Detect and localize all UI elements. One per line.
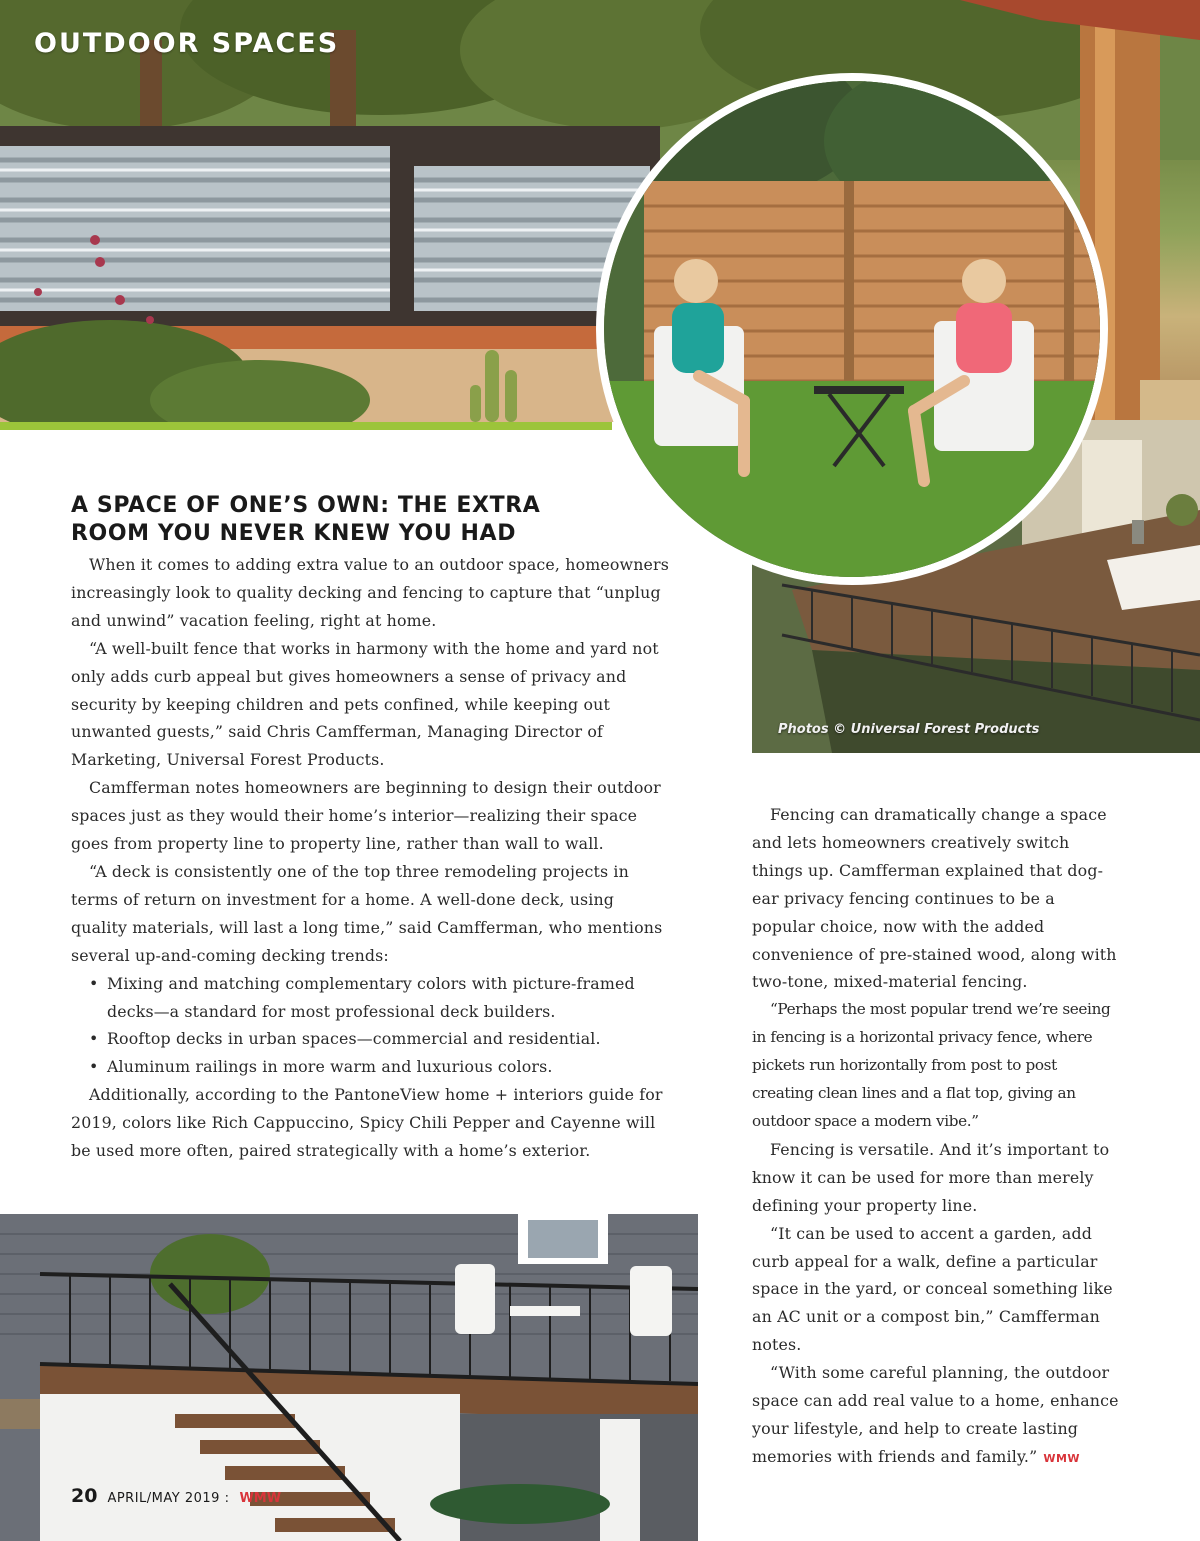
body-paragraph-final — [752, 1359, 1122, 1473]
photo-horizontal-fence-circle — [596, 73, 1108, 585]
accent-rule — [0, 422, 612, 430]
body-paragraph-quote: “Perhaps the most popular trend we’re seeing in fencing is a horizontal privacy fence, where pickets run horizontally from post to post creating clean lines and a flat top, giving an outdoor space a modern vibe.” — [752, 1000, 1111, 1130]
end-mark-logo: WMW — [1043, 1451, 1081, 1465]
body-paragraph: Additionally, according to the PantoneView home + interiors guide for 2019, colors like Rich Cappuccino, Spicy Chili Pepper and Cayenne will be used more often, paired strategically with a home’s exterior. — [71, 1085, 663, 1161]
photo-credit: Photos © Universal Forest Products — [778, 722, 1040, 737]
trend-list — [71, 970, 671, 1082]
body-paragraph: Fencing is versatile. And it’s important to know it can be used for more than merely defining your property line. — [752, 1139, 1110, 1215]
article-column-right — [752, 801, 1122, 1473]
page-number: 20 — [71, 1485, 98, 1507]
headline-line-1: A SPACE OF ONE’S OWN: THE EXTRA — [71, 493, 541, 518]
body-paragraph: “A deck is consistently one of the top three remodeling projects in terms of return on investment for a home. A well-done deck, using quality materials, will last a long time,” said Camfferman, who mentions several up-and-coming decking trends: — [71, 861, 663, 965]
corrugated-panels — [0, 146, 650, 311]
circle-illustration — [604, 81, 1100, 577]
body-paragraph: “It can be used to accent a garden, add curb appeal for a walk, define a particular space in the yard, or conceal something like an AC unit or a compost bin,” Camfferman notes. — [752, 1223, 1113, 1355]
list-item: • Mixing and matching complementary colors with picture-framed decks—a standard for most professional deck builders. — [89, 970, 671, 1026]
body-paragraph: When it comes to adding extra value to an outdoor space, homeowners increasingly look to quality decking and fencing to capture that “unplug and unwind” vacation feeling, right at home. — [71, 555, 669, 630]
list-item: • Aluminum railings in more warm and luxurious colors. — [89, 1053, 671, 1081]
page-folio — [71, 1485, 281, 1507]
magazine-logo: WMW — [239, 1491, 282, 1506]
article-column-left — [71, 551, 671, 1165]
article-headline — [71, 492, 591, 548]
section-label: OUTDOOR SPACES — [34, 28, 340, 59]
final-paragraph-text: “With some careful planning, the outdoor space can add real value to a home, enhance your lifestyle, and help to create lasting memories with friends and family.” — [752, 1363, 1119, 1466]
list-item: • Rooftop decks in urban spaces—commercial and residential. — [89, 1025, 671, 1053]
issue-date: APRIL/MAY 2019 : — [107, 1491, 230, 1506]
body-paragraph: Fencing can dramatically change a space and lets homeowners creatively switch things up. Camfferman explained that dog-ear privacy fencing continues to be a popular choice, now with the added convenience of pre-stained wood, along with two-tone, mixed-material fencing. — [752, 805, 1117, 992]
body-paragraph: Camfferman notes homeowners are beginning to design their outdoor spaces just as they would their home’s interior—realizing their space goes from property line to property line, rather than wall to wall. — [71, 778, 661, 854]
body-paragraph: “A well-built fence that works in harmony with the home and yard not only adds curb appeal but gives homeowners a sense of privacy and security by keeping children and pets confined, while keeping out unwanted guests,” said Chris Camfferman, Managing Director of Marketing, Universal Forest Products. — [71, 638, 659, 770]
headline-line-2: ROOM YOU NEVER KNEW YOU HAD — [71, 521, 517, 546]
